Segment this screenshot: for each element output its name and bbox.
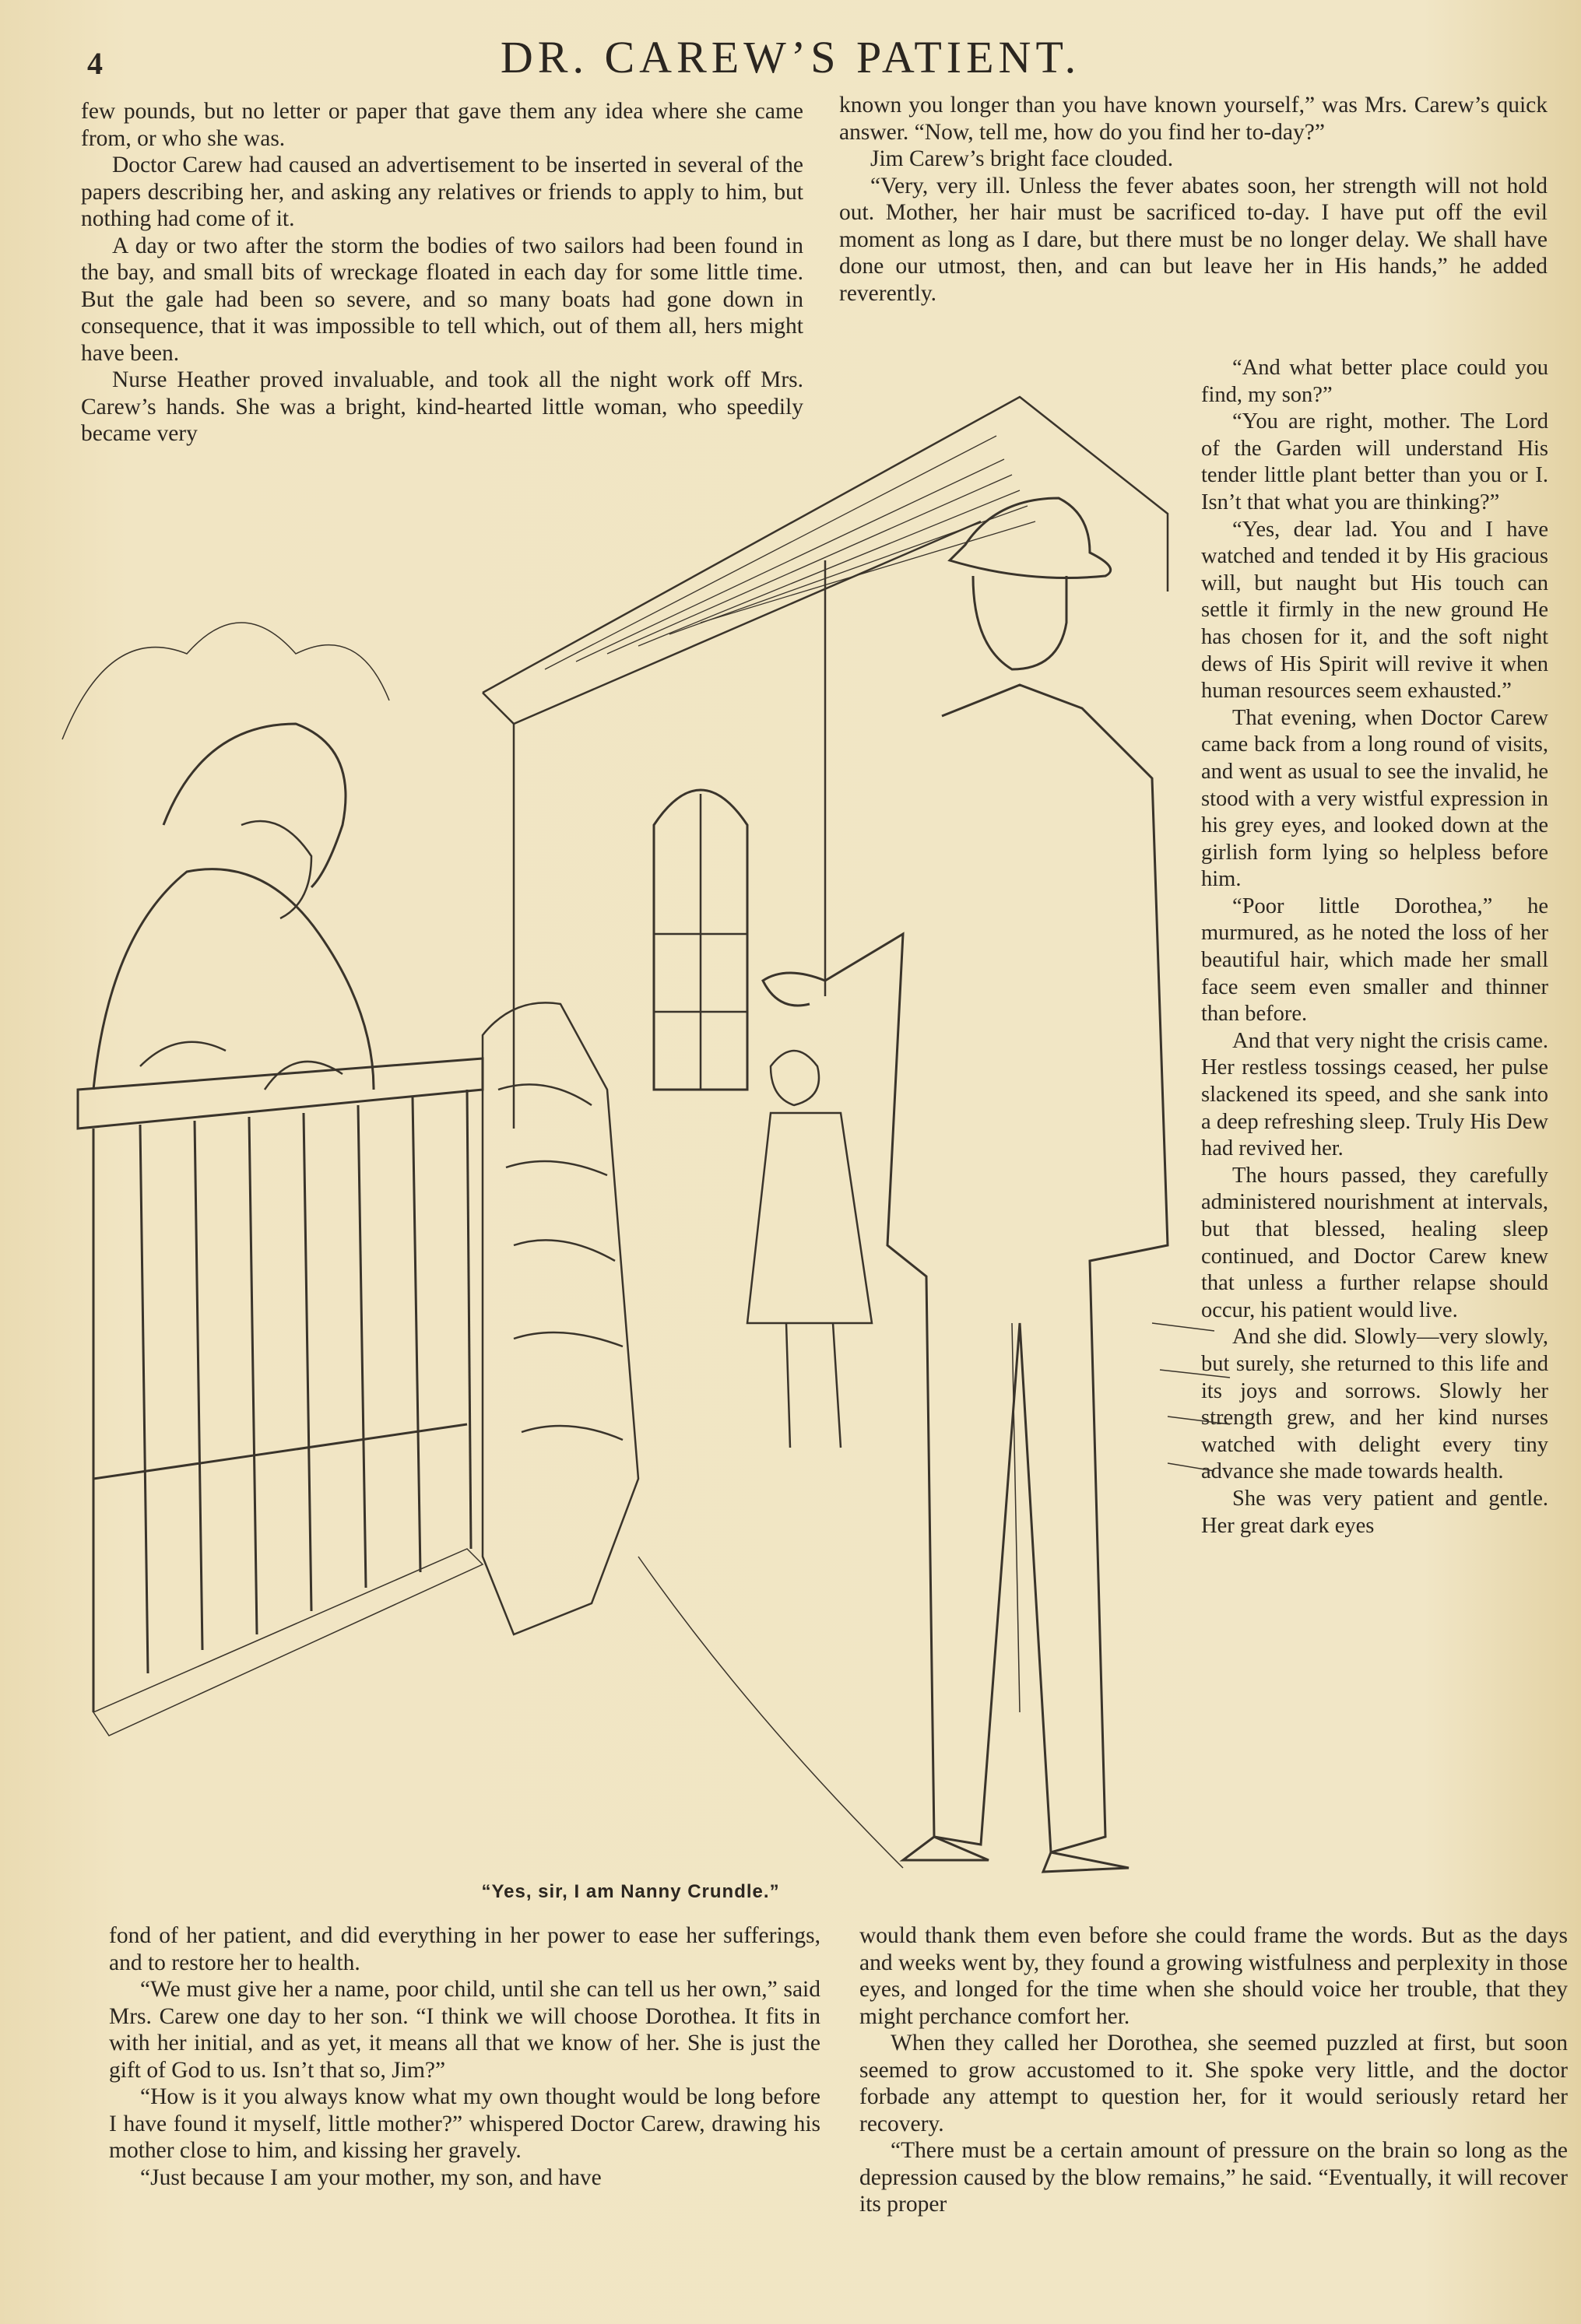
paragraph: “We must give her a name, poor child, until she can tell us her own,” said Mrs. Carew one day to her son. “I think we will choose Dorothea. It fits in with her initial, and as yet, it means all that we know of her. She is just the gift of God to us. Isn’t that so, Jim?” [109, 1977, 820, 2083]
paragraph: When they called her Dorothea, she seemed puzzled at first, but soon seemed to grow accustomed to it. She spoke very little, and the doctor forbade any attempt to question her, for it would seriously retard her recovery. [859, 2031, 1568, 2136]
paragraph: A day or two after the storm the bodies of two sailors had been found in the bay, and small bits of wreckage floated in each day for some little time. But the gale had been so severe, and so many boats had gone down in consequence, that it was impossible to tell which, out of them all, hers might have been. [81, 233, 803, 366]
running-title: DR. CAREW’S PATIENT. [500, 32, 1081, 82]
paragraph: The hours passed, they carefully administered nourishment at intervals, but that blessed, healing sleep continued, and Doctor Carew knew that unless a further relapse should occur, his patient would live. [1201, 1163, 1548, 1322]
paragraph: “You are right, mother. The Lord of the Garden will understand His tender little plant better than you or I. Isn’t that what you are thinking?” [1201, 409, 1548, 514]
text-column-bottom-left [109, 1922, 820, 2191]
paragraph: That evening, when Doctor Carew came back from a long round of visits, and went as usual to see the invalid, he stood with a very wistful expression in his grey eyes, and looked down at the girlish form lying so helpless before him. [1201, 705, 1548, 892]
stone-wall [483, 1002, 638, 1634]
engraving-illustration [47, 389, 1261, 1883]
little-girl-figure [747, 1051, 872, 1448]
paragraph: “And what better place could you find, my son?” [1201, 356, 1548, 407]
paragraph: Doctor Carew had caused an advertisement to be inserted in several of the papers describing her, and asking any relatives or friends to apply to him, but nothing had come of it. [81, 153, 803, 231]
paragraph: would thank them even before she could frame the words. But as the days and weeks went by, they found a growing wistfulness and perplexity in those eyes, and longed for the time when she should voice her trouble, that they might perchance comfort her. [859, 1923, 1568, 2029]
paragraph: Jim Carew’s bright face clouded. [870, 146, 1174, 171]
old-woman-figure [93, 724, 374, 1090]
page-number: 4 [87, 46, 103, 81]
text-column-top-right [839, 92, 1548, 307]
paragraph: “Yes, dear lad. You and I have watched and tended it by His gracious will, but naught but His touch can settle it firmly in the new ground He has chosen for it, and the soft night dews of His Spirit will revive it when human resources seem exhausted.” [1201, 517, 1548, 704]
gentleman-figure [763, 498, 1168, 1872]
paragraph: fond of her patient, and did everything in her power to ease her sufferings, and to restore her to health. [109, 1923, 820, 1975]
paragraph: And she did. Slowly—very slowly, but surely, she returned to this life and its joys and sorrows. Slowly her strength grew, and her kind nurses watched with delight every tiny advance she made towards health. [1201, 1325, 1548, 1484]
illustration-caption: “Yes, sir, I am Nanny Crundle.” [481, 1881, 780, 1902]
garden-path [638, 1557, 903, 1868]
text-column-bottom-right [859, 1922, 1568, 2218]
wooden-gate [78, 1058, 483, 1736]
paragraph: She was very patient and gentle. Her great dark eyes [1201, 1486, 1548, 1538]
paragraph: “Just because I am your mother, my son, and have [140, 2164, 602, 2190]
paragraph: And that very night the crisis came. Her restless tossings ceased, her pulse slackened its speed, and she sank into a deep refreshing sleep. Truly His Dew had revived her. [1201, 1028, 1549, 1161]
paragraph: “Poor little Dorothea,” he murmured, as he noted the loss of her beautiful hair, which made her small face seem even smaller and thinner than before. [1201, 893, 1548, 1027]
gate-shadow [93, 1549, 483, 1736]
paragraph: Nurse Heather proved invaluable, and took all the night work off Mrs. Carew’s hands. She was a bright, kind-hearted little woman, who speedily became very [81, 367, 803, 446]
paragraph: known you longer than you have known yourself,” was Mrs. Carew’s quick answer. “Now, tell me, how do you find her to-day?” [839, 93, 1548, 145]
paragraph: few pounds, but no letter or paper that gave them any idea where she came from, or who she was. [81, 99, 803, 151]
paragraph: “How is it you always know what my own thought would be long before I have found it myself, little mother?” whispered Doctor Carew, drawing his mother close to him, and kissing her gravely. [109, 2084, 820, 2163]
paragraph: “Very, very ill. Unless the fever abates soon, her strength will not hold out. Mother, her hair must be sacrificed to-day. I have put off the evil moment as long as I dare, but there must be no longer delay. We shall have done our utmost, then, and can but leave her in His hands,” he added reverently. [839, 173, 1548, 306]
paragraph: “There must be a certain amount of pressure on the brain so long as the depression caused by the blow remains,” he said. “Eventually, it will recover its proper [859, 2138, 1568, 2217]
cottage-roof-hatching [545, 436, 1035, 669]
